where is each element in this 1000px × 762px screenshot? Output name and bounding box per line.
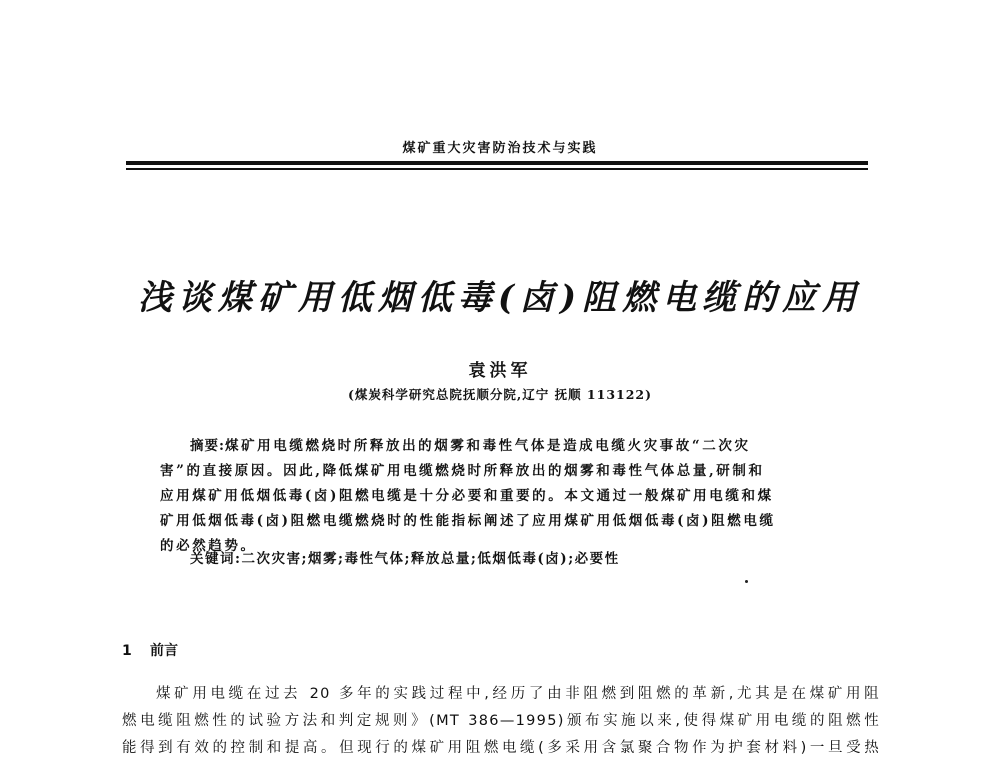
- body-line: 燃电缆阻燃性的试验方法和判定规则》(MT 386—1995)颁布实施以来,使得煤矿用电缆的阻燃性: [122, 713, 880, 729]
- abstract-line: 的必然趋势。: [160, 538, 257, 554]
- section-number: 1: [122, 643, 132, 659]
- keywords-label: 关键词:: [190, 551, 242, 567]
- abstract-text: 煤矿用电缆燃烧时所释放出的烟雾和毒性气体是造成电缆火灾事故“二次灾: [224, 438, 751, 454]
- keywords-text: 二次灾害;烟雾;毒性气体;释放总量;低烟低毒(卤);必要性: [241, 551, 620, 567]
- running-head: 煤矿重大灾害防治技术与实践: [402, 141, 598, 156]
- header-rule-thick: [126, 161, 868, 165]
- author-affiliation: (煤炭科学研究总院抚顺分院,辽宁 抚顺 113122): [347, 387, 653, 402]
- body-line: 煤矿用电缆在过去 20 多年的实践过程中,经历了由非阻燃到阻燃的革新,尤其是在煤矿用阻: [156, 686, 880, 702]
- body-paragraph: [122, 681, 880, 762]
- abstract-line: 应用煤矿用低烟低毒(卤)阻燃电缆是十分必要和重要的。本文通过一般煤矿用电缆和煤: [160, 488, 774, 504]
- header-rule-thin: [126, 168, 868, 170]
- abstract: [160, 434, 832, 559]
- scan-speck: [745, 580, 748, 583]
- section-heading: [122, 640, 178, 660]
- author-name: 袁洪军: [468, 361, 532, 381]
- abstract-line: 矿用低烟低毒(卤)阻燃电缆燃烧时的性能指标阐述了应用煤矿用低烟低毒(卤)阻燃电缆: [160, 513, 776, 529]
- article-title: 浅谈煤矿用低烟低毒(卤)阻燃电缆的应用: [137, 278, 863, 318]
- body-line: 能得到有效的控制和提高。但现行的煤矿用阻燃电缆(多采用含氯聚合物作为护套材料)一旦受热: [122, 740, 880, 756]
- abstract-line: 害”的直接原因。因此,降低煤矿用电缆燃烧时所释放出的烟雾和毒性气体总量,研制和: [160, 463, 765, 479]
- abstract-line: [160, 434, 832, 459]
- section-title: 前言: [150, 643, 178, 659]
- abstract-label: 摘要:: [190, 438, 225, 454]
- keywords: [190, 547, 620, 567]
